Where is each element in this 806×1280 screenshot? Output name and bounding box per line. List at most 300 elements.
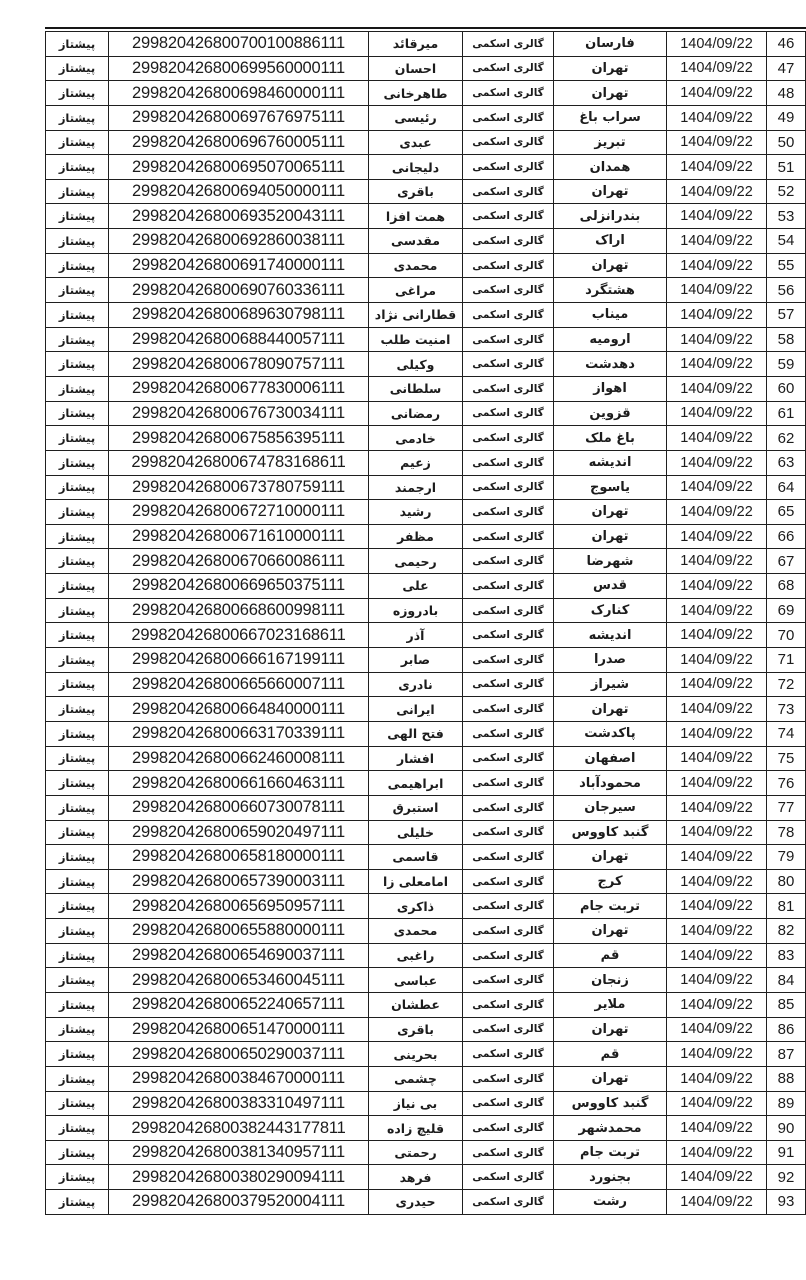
cell-name: میرقائد <box>369 32 463 57</box>
cell-date-value: 1404/09/22 <box>680 1095 753 1112</box>
cell-service: پیشتاز <box>46 1066 109 1091</box>
cell-service: پیشتاز <box>46 845 109 870</box>
cell-tracking <box>109 105 369 130</box>
cell-date <box>667 1042 767 1067</box>
cell-date <box>667 303 767 328</box>
cell-date <box>667 1091 767 1116</box>
cell-name: راغبی <box>369 943 463 968</box>
shipments-table-body <box>46 32 806 1215</box>
cell-date-value: 1404/09/22 <box>680 528 753 545</box>
table-row <box>46 771 806 796</box>
cell-tracking-value: 299820426800654690037111 <box>132 946 345 965</box>
cell-tracking <box>109 352 369 377</box>
cell-tracking <box>109 721 369 746</box>
cell-date-value: 1404/09/22 <box>680 208 753 225</box>
cell-service: پیشتاز <box>46 500 109 525</box>
cell-sender: گالری اسکمی <box>463 376 554 401</box>
cell-sender: گالری اسکمی <box>463 327 554 352</box>
cell-tracking <box>109 1042 369 1067</box>
cell-date-value: 1404/09/22 <box>680 430 753 447</box>
cell-date <box>667 992 767 1017</box>
cell-row-number: 57 <box>767 303 806 328</box>
cell-tracking-value: 299820426800656950957111 <box>132 896 345 915</box>
cell-date-value: 1404/09/22 <box>680 232 753 249</box>
cell-name: ابراهیمی <box>369 771 463 796</box>
cell-service: پیشتاز <box>46 81 109 106</box>
cell-city: پاکدشت <box>554 721 667 746</box>
cell-tracking-value: 299820426800379520004111 <box>132 1192 345 1211</box>
cell-tracking-value: 299820426800380290094111 <box>132 1167 345 1186</box>
cell-service: پیشتاز <box>46 475 109 500</box>
cell-tracking-value: 299820426800382443177811 <box>131 1118 346 1137</box>
cell-tracking-value: 299820426800674783168611 <box>131 453 346 472</box>
table-row <box>46 968 806 993</box>
cell-row-number: 89 <box>767 1091 806 1116</box>
cell-date <box>667 1190 767 1215</box>
cell-service: پیشتاز <box>46 1017 109 1042</box>
cell-tracking <box>109 919 369 944</box>
table-row <box>46 401 806 426</box>
cell-city: قم <box>554 943 667 968</box>
table-row <box>46 574 806 599</box>
cell-sender: گالری اسکمی <box>463 820 554 845</box>
cell-city: بندرانزلی <box>554 204 667 229</box>
cell-date-value: 1404/09/22 <box>680 306 753 323</box>
cell-service: پیشتاز <box>46 32 109 57</box>
cell-date <box>667 524 767 549</box>
cell-row-number: 53 <box>767 204 806 229</box>
cell-row-number: 87 <box>767 1042 806 1067</box>
table-row <box>46 1017 806 1042</box>
cell-date <box>667 968 767 993</box>
cell-date-value: 1404/09/22 <box>680 356 753 373</box>
cell-sender: گالری اسکمی <box>463 845 554 870</box>
cell-date <box>667 1017 767 1042</box>
cell-tracking <box>109 253 369 278</box>
cell-service: پیشتاز <box>46 450 109 475</box>
cell-city: تهران <box>554 524 667 549</box>
cell-tracking-value: 299820426800655880000111 <box>132 921 345 940</box>
cell-service: پیشتاز <box>46 105 109 130</box>
cell-sender: گالری اسکمی <box>463 919 554 944</box>
cell-date <box>667 746 767 771</box>
cell-date <box>667 278 767 303</box>
cell-row-number: 49 <box>767 105 806 130</box>
table-row <box>46 475 806 500</box>
cell-name: قطارانی نژاد <box>369 303 463 328</box>
cell-row-number: 81 <box>767 894 806 919</box>
cell-row-number: 77 <box>767 795 806 820</box>
cell-tracking <box>109 894 369 919</box>
cell-tracking-value: 299820426800690760336111 <box>132 280 345 299</box>
cell-city: سراب باغ <box>554 105 667 130</box>
cell-service: پیشتاز <box>46 401 109 426</box>
cell-row-number: 90 <box>767 1116 806 1141</box>
cell-service: پیشتاز <box>46 327 109 352</box>
cell-sender: گالری اسکمی <box>463 56 554 81</box>
cell-tracking-value: 299820426800677830006111 <box>132 379 345 398</box>
cell-tracking <box>109 376 369 401</box>
cell-tracking <box>109 992 369 1017</box>
cell-row-number: 79 <box>767 845 806 870</box>
cell-city: اصفهان <box>554 746 667 771</box>
cell-name: احسان <box>369 56 463 81</box>
cell-date <box>667 623 767 648</box>
cell-city: کنارک <box>554 598 667 623</box>
cell-row-number: 69 <box>767 598 806 623</box>
cell-name: دلیجانی <box>369 155 463 180</box>
cell-sender: گالری اسکمی <box>463 500 554 525</box>
cell-service: پیشتاز <box>46 721 109 746</box>
cell-service: پیشتاز <box>46 1190 109 1215</box>
table-row <box>46 1190 806 1215</box>
cell-date <box>667 820 767 845</box>
cell-tracking-value: 299820426800650290037111 <box>132 1044 345 1063</box>
cell-date <box>667 450 767 475</box>
cell-date <box>667 229 767 254</box>
cell-tracking <box>109 524 369 549</box>
cell-date <box>667 56 767 81</box>
cell-tracking <box>109 574 369 599</box>
cell-date <box>667 771 767 796</box>
cell-date-value: 1404/09/22 <box>680 947 753 964</box>
cell-tracking <box>109 303 369 328</box>
cell-row-number: 73 <box>767 697 806 722</box>
cell-tracking <box>109 130 369 155</box>
cell-city: قدس <box>554 574 667 599</box>
cell-sender: گالری اسکمی <box>463 869 554 894</box>
cell-sender: گالری اسکمی <box>463 475 554 500</box>
cell-tracking <box>109 56 369 81</box>
cell-name: افشار <box>369 746 463 771</box>
cell-tracking-value: 299820426800697676975111 <box>132 108 345 127</box>
cell-tracking <box>109 968 369 993</box>
cell-sender: گالری اسکمی <box>463 130 554 155</box>
cell-tracking-value: 299820426800651470000111 <box>132 1019 345 1038</box>
cell-date <box>667 81 767 106</box>
table-row <box>46 1116 806 1141</box>
cell-service: پیشتاز <box>46 697 109 722</box>
cell-tracking <box>109 746 369 771</box>
cell-date-value: 1404/09/22 <box>680 898 753 915</box>
cell-date-value: 1404/09/22 <box>680 799 753 816</box>
table-row <box>46 253 806 278</box>
table-row <box>46 130 806 155</box>
cell-tracking <box>109 648 369 673</box>
cell-sender: گالری اسکمی <box>463 303 554 328</box>
cell-date-value: 1404/09/22 <box>680 553 753 570</box>
table-row <box>46 32 806 57</box>
cell-name: بحرینی <box>369 1042 463 1067</box>
table-row <box>46 598 806 623</box>
cell-tracking <box>109 450 369 475</box>
cell-date <box>667 574 767 599</box>
cell-tracking-value: 299820426800667023168611 <box>131 625 346 644</box>
cell-city: محمودآباد <box>554 771 667 796</box>
cell-date <box>667 1116 767 1141</box>
cell-service: پیشتاز <box>46 1165 109 1190</box>
cell-name: نادری <box>369 672 463 697</box>
cell-sender: گالری اسکمی <box>463 574 554 599</box>
cell-service: پیشتاز <box>46 56 109 81</box>
cell-date <box>667 549 767 574</box>
cell-tracking <box>109 229 369 254</box>
cell-tracking-value: 299820426800695070065111 <box>132 157 345 176</box>
cell-date-value: 1404/09/22 <box>680 1144 753 1161</box>
cell-tracking <box>109 1116 369 1141</box>
cell-date-value: 1404/09/22 <box>680 922 753 939</box>
cell-tracking <box>109 278 369 303</box>
cell-tracking-value: 299820426800660730078111 <box>132 798 345 817</box>
cell-service: پیشتاز <box>46 795 109 820</box>
cell-service: پیشتاز <box>46 869 109 894</box>
cell-tracking <box>109 204 369 229</box>
cell-date <box>667 1165 767 1190</box>
cell-row-number: 67 <box>767 549 806 574</box>
cell-city: شهرضا <box>554 549 667 574</box>
cell-tracking-value: 299820426800381340957111 <box>132 1143 345 1162</box>
cell-service: پیشتاز <box>46 992 109 1017</box>
cell-city: ارومیه <box>554 327 667 352</box>
cell-sender: گالری اسکمی <box>463 1165 554 1190</box>
cell-tracking-value: 299820426800691740000111 <box>132 256 345 275</box>
cell-service: پیشتاز <box>46 549 109 574</box>
cell-tracking-value: 299820426800652240657111 <box>132 995 345 1014</box>
cell-date-value: 1404/09/22 <box>680 848 753 865</box>
table-row <box>46 278 806 303</box>
cell-date <box>667 919 767 944</box>
cell-row-number: 78 <box>767 820 806 845</box>
cell-sender: گالری اسکمی <box>463 155 554 180</box>
cell-tracking <box>109 869 369 894</box>
cell-date-value: 1404/09/22 <box>680 1046 753 1063</box>
cell-date <box>667 845 767 870</box>
table-row <box>46 820 806 845</box>
cell-row-number: 74 <box>767 721 806 746</box>
cell-row-number: 60 <box>767 376 806 401</box>
cell-tracking-value: 299820426800696760005111 <box>132 132 345 151</box>
cell-city: زنجان <box>554 968 667 993</box>
cell-row-number: 82 <box>767 919 806 944</box>
cell-name: رحیمی <box>369 549 463 574</box>
cell-tracking-value: 299820426800384670000111 <box>132 1069 345 1088</box>
cell-name: باقری <box>369 1017 463 1042</box>
cell-row-number: 88 <box>767 1066 806 1091</box>
cell-row-number: 64 <box>767 475 806 500</box>
cell-row-number: 86 <box>767 1017 806 1042</box>
cell-tracking <box>109 1017 369 1042</box>
cell-row-number: 93 <box>767 1190 806 1215</box>
cell-tracking <box>109 1140 369 1165</box>
table-row <box>46 746 806 771</box>
table-row <box>46 845 806 870</box>
cell-tracking <box>109 943 369 968</box>
cell-city: تهران <box>554 697 667 722</box>
cell-name: آذر <box>369 623 463 648</box>
cell-row-number: 91 <box>767 1140 806 1165</box>
table-row <box>46 524 806 549</box>
cell-tracking-value: 299820426800678090757111 <box>132 354 345 373</box>
cell-city: یاسوج <box>554 475 667 500</box>
cell-service: پیشتاز <box>46 672 109 697</box>
cell-row-number: 62 <box>767 426 806 451</box>
cell-name: حیدری <box>369 1190 463 1215</box>
cell-city: هشتگرد <box>554 278 667 303</box>
cell-date-value: 1404/09/22 <box>680 159 753 176</box>
cell-row-number: 54 <box>767 229 806 254</box>
cell-name: فرهد <box>369 1165 463 1190</box>
cell-name: استبرق <box>369 795 463 820</box>
shipments-table-wrapper <box>45 27 806 1215</box>
cell-service: پیشتاز <box>46 820 109 845</box>
cell-row-number: 76 <box>767 771 806 796</box>
cell-sender: گالری اسکمی <box>463 1066 554 1091</box>
cell-date <box>667 352 767 377</box>
cell-city: دهدشت <box>554 352 667 377</box>
cell-name: صابر <box>369 648 463 673</box>
cell-sender: گالری اسکمی <box>463 648 554 673</box>
cell-city: کرج <box>554 869 667 894</box>
cell-name: همت افزا <box>369 204 463 229</box>
cell-row-number: 51 <box>767 155 806 180</box>
cell-date-value: 1404/09/22 <box>680 602 753 619</box>
cell-date <box>667 943 767 968</box>
cell-tracking-value: 299820426800671610000111 <box>132 527 345 546</box>
cell-name: محمدی <box>369 253 463 278</box>
cell-sender: گالری اسکمی <box>463 81 554 106</box>
cell-tracking-value: 299820426800670660086111 <box>132 551 345 570</box>
cell-name: چشمی <box>369 1066 463 1091</box>
cell-date-value: 1404/09/22 <box>680 503 753 520</box>
cell-service: پیشتاز <box>46 1116 109 1141</box>
cell-row-number: 80 <box>767 869 806 894</box>
cell-sender: گالری اسکمی <box>463 968 554 993</box>
cell-date-value: 1404/09/22 <box>680 651 753 668</box>
table-row <box>46 204 806 229</box>
cell-name: فتح الهی <box>369 721 463 746</box>
cell-name: ارجمند <box>369 475 463 500</box>
cell-date-value: 1404/09/22 <box>680 282 753 299</box>
cell-row-number: 52 <box>767 179 806 204</box>
cell-row-number: 56 <box>767 278 806 303</box>
cell-date <box>667 327 767 352</box>
cell-city: تهران <box>554 500 667 525</box>
table-row <box>46 623 806 648</box>
table-row <box>46 795 806 820</box>
cell-tracking-value: 299820426800698460000111 <box>132 83 345 102</box>
cell-tracking <box>109 475 369 500</box>
cell-tracking-value: 299820426800383310497111 <box>132 1093 345 1112</box>
cell-service: پیشتاز <box>46 376 109 401</box>
cell-date-value: 1404/09/22 <box>680 35 753 52</box>
cell-service: پیشتاز <box>46 943 109 968</box>
cell-date-value: 1404/09/22 <box>680 479 753 496</box>
cell-tracking-value: 299820426800662460008111 <box>132 748 345 767</box>
cell-tracking <box>109 1091 369 1116</box>
table-row <box>46 81 806 106</box>
cell-name: امامعلی زا <box>369 869 463 894</box>
cell-tracking-value: 299820426800653460045111 <box>132 970 345 989</box>
cell-tracking <box>109 155 369 180</box>
cell-name: زعیم <box>369 450 463 475</box>
cell-row-number: 71 <box>767 648 806 673</box>
cell-date-value: 1404/09/22 <box>680 109 753 126</box>
shipments-table <box>45 31 806 1215</box>
table-row <box>46 56 806 81</box>
cell-sender: گالری اسکمی <box>463 1140 554 1165</box>
cell-service: پیشتاز <box>46 894 109 919</box>
cell-date-value: 1404/09/22 <box>680 1070 753 1087</box>
cell-tracking-value: 299820426800700100886111 <box>132 34 345 53</box>
cell-city: قزوین <box>554 401 667 426</box>
cell-name: قاسمی <box>369 845 463 870</box>
cell-tracking-value: 299820426800675856395111 <box>132 428 345 447</box>
cell-city: تربت جام <box>554 894 667 919</box>
cell-name: طاهرخانی <box>369 81 463 106</box>
cell-tracking-value: 299820426800659020497111 <box>132 822 345 841</box>
cell-date-value: 1404/09/22 <box>680 701 753 718</box>
cell-date <box>667 1066 767 1091</box>
cell-service: پیشتاز <box>46 524 109 549</box>
cell-city: رشت <box>554 1190 667 1215</box>
cell-sender: گالری اسکمی <box>463 672 554 697</box>
cell-sender: گالری اسکمی <box>463 894 554 919</box>
cell-city: تهران <box>554 845 667 870</box>
cell-row-number: 50 <box>767 130 806 155</box>
cell-tracking <box>109 820 369 845</box>
cell-tracking <box>109 1066 369 1091</box>
cell-date-value: 1404/09/22 <box>680 60 753 77</box>
cell-tracking-value: 299820426800692860038111 <box>132 231 345 250</box>
cell-date <box>667 672 767 697</box>
cell-date <box>667 253 767 278</box>
table-row <box>46 943 806 968</box>
table-row <box>46 179 806 204</box>
cell-tracking <box>109 327 369 352</box>
table-row <box>46 919 806 944</box>
cell-date-value: 1404/09/22 <box>680 996 753 1013</box>
cell-sender: گالری اسکمی <box>463 746 554 771</box>
cell-date-value: 1404/09/22 <box>680 1169 753 1186</box>
cell-city: اهواز <box>554 376 667 401</box>
cell-sender: گالری اسکمی <box>463 278 554 303</box>
cell-date <box>667 869 767 894</box>
cell-service: پیشتاز <box>46 303 109 328</box>
cell-city: اندیشه <box>554 450 667 475</box>
cell-sender: گالری اسکمی <box>463 1116 554 1141</box>
cell-date-value: 1404/09/22 <box>680 85 753 102</box>
cell-row-number: 68 <box>767 574 806 599</box>
table-row <box>46 327 806 352</box>
cell-date <box>667 105 767 130</box>
cell-tracking-value: 299820426800689630798111 <box>132 305 345 324</box>
cell-row-number: 65 <box>767 500 806 525</box>
cell-date-value: 1404/09/22 <box>680 725 753 742</box>
cell-sender: گالری اسکمی <box>463 450 554 475</box>
cell-city: صدرا <box>554 648 667 673</box>
table-row <box>46 672 806 697</box>
cell-tracking <box>109 500 369 525</box>
table-row <box>46 105 806 130</box>
table-row <box>46 869 806 894</box>
table-row <box>46 426 806 451</box>
table-row <box>46 1042 806 1067</box>
cell-tracking <box>109 623 369 648</box>
cell-city: تهران <box>554 1017 667 1042</box>
cell-city: بجنورد <box>554 1165 667 1190</box>
cell-name: خلیلی <box>369 820 463 845</box>
cell-date <box>667 204 767 229</box>
